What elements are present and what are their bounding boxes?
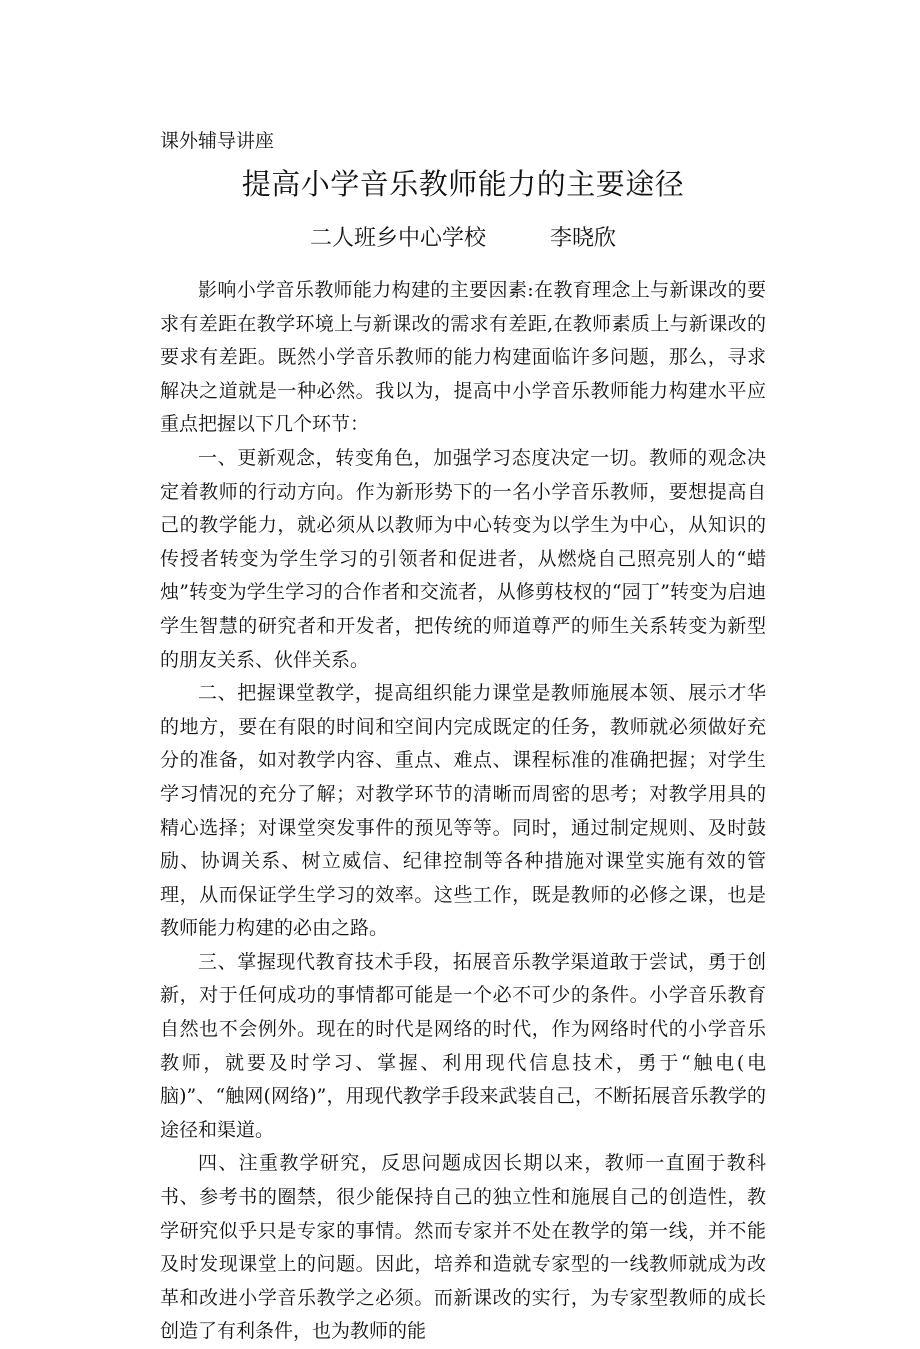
- paragraph-intro: 影响小学音乐教师能力构建的主要因素:在教育理念上与新课改的要求有差距在教学环境上与新课改的需求有差距,在教师素质上与新课改的要求有差距。既然小学音乐教师的能力构建面临许多问题，那么，寻求解决之道就是一种必然。我以为，提高中小学音乐教师能力构建水平应重点把握以下几个环节：: [160, 279, 766, 436]
- document-body: [160, 274, 766, 1349]
- paragraph-section-2: 二、把握课堂教学，提高组织能力课堂是教师施展本领、展示才华的地方，要在有限的时间和空间内完成既定的任务，教师就必须做好充分的准备，如对教学内容、重点、难点、课程标准的准确把握；对学生学习情况的充分了解；对教学环节的清晰而周密的思考；对教学用具的精心选择；对课堂突发事件的预见等等。同时，通过制定规则、及时鼓励、协调关系、树立威信、纪律控制等各种措施对课堂实施有效的管理，从而保证学生学习的效率。这些工作，既是教师的必修之课，也是教师能力构建的必由之路。: [160, 682, 766, 940]
- byline-school: 二人班乡中心学校: [309, 226, 486, 251]
- paragraph-section-4: 四、注重教学研究，反思问题成因长期以来，教师一直囿于教科书、参考书的圈禁，很少能保持自己的独立性和施展自己的创造性，教学研究似乎只是专家的事情。然而专家并不处在教学的第一线，并不能及时发现课堂上的问题。因此，培养和造就专家型的一线教师就成为改革和改进小学音乐教学之必须。而新课改的实行，为专家型教师的成长创造了有利条件，也为教师的能: [160, 1152, 766, 1343]
- document-page: [160, 126, 766, 1349]
- paragraph-section-3: 三、掌握现代教育技术手段，拓展音乐教学渠道敢于尝试，勇于创新，对于任何成功的事情都可能是一个必不可少的条件。小学音乐教育自然也不会例外。现在的时代是网络的时代，作为网络时代的小学音乐教师，就要及时学习、掌握、利用现代信息技术，勇于“触电(电脑)”、“触网(网络)”，用现代教学手段来武装自己，不断拓展音乐教学的途径和渠道。: [160, 950, 766, 1141]
- byline: [160, 222, 766, 256]
- document-title: 提高小学音乐教师能力的主要途径: [241, 167, 685, 201]
- byline-author: 李晓欣: [550, 226, 617, 251]
- section-label: 课外辅导讲座: [160, 130, 275, 152]
- paragraph-section-1: 一、更新观念，转变角色，加强学习态度决定一切。教师的观念决定着教师的行动方向。作为新形势下的一名小学音乐教师，要想提高自己的教学能力，就必须从以教师为中心转变为以学生为中心，从知识的传授者转变为学生学习的引领者和促进者，从燃烧自己照亮别人的“蜡烛”转变为学生学习的合作者和交流者，从修剪枝杈的“园丁”转变为启迪学生智慧的研究者和开发者，把传统的师道尊严的师生关系转变为新型的朋友关系、伙伴关系。: [160, 446, 766, 671]
